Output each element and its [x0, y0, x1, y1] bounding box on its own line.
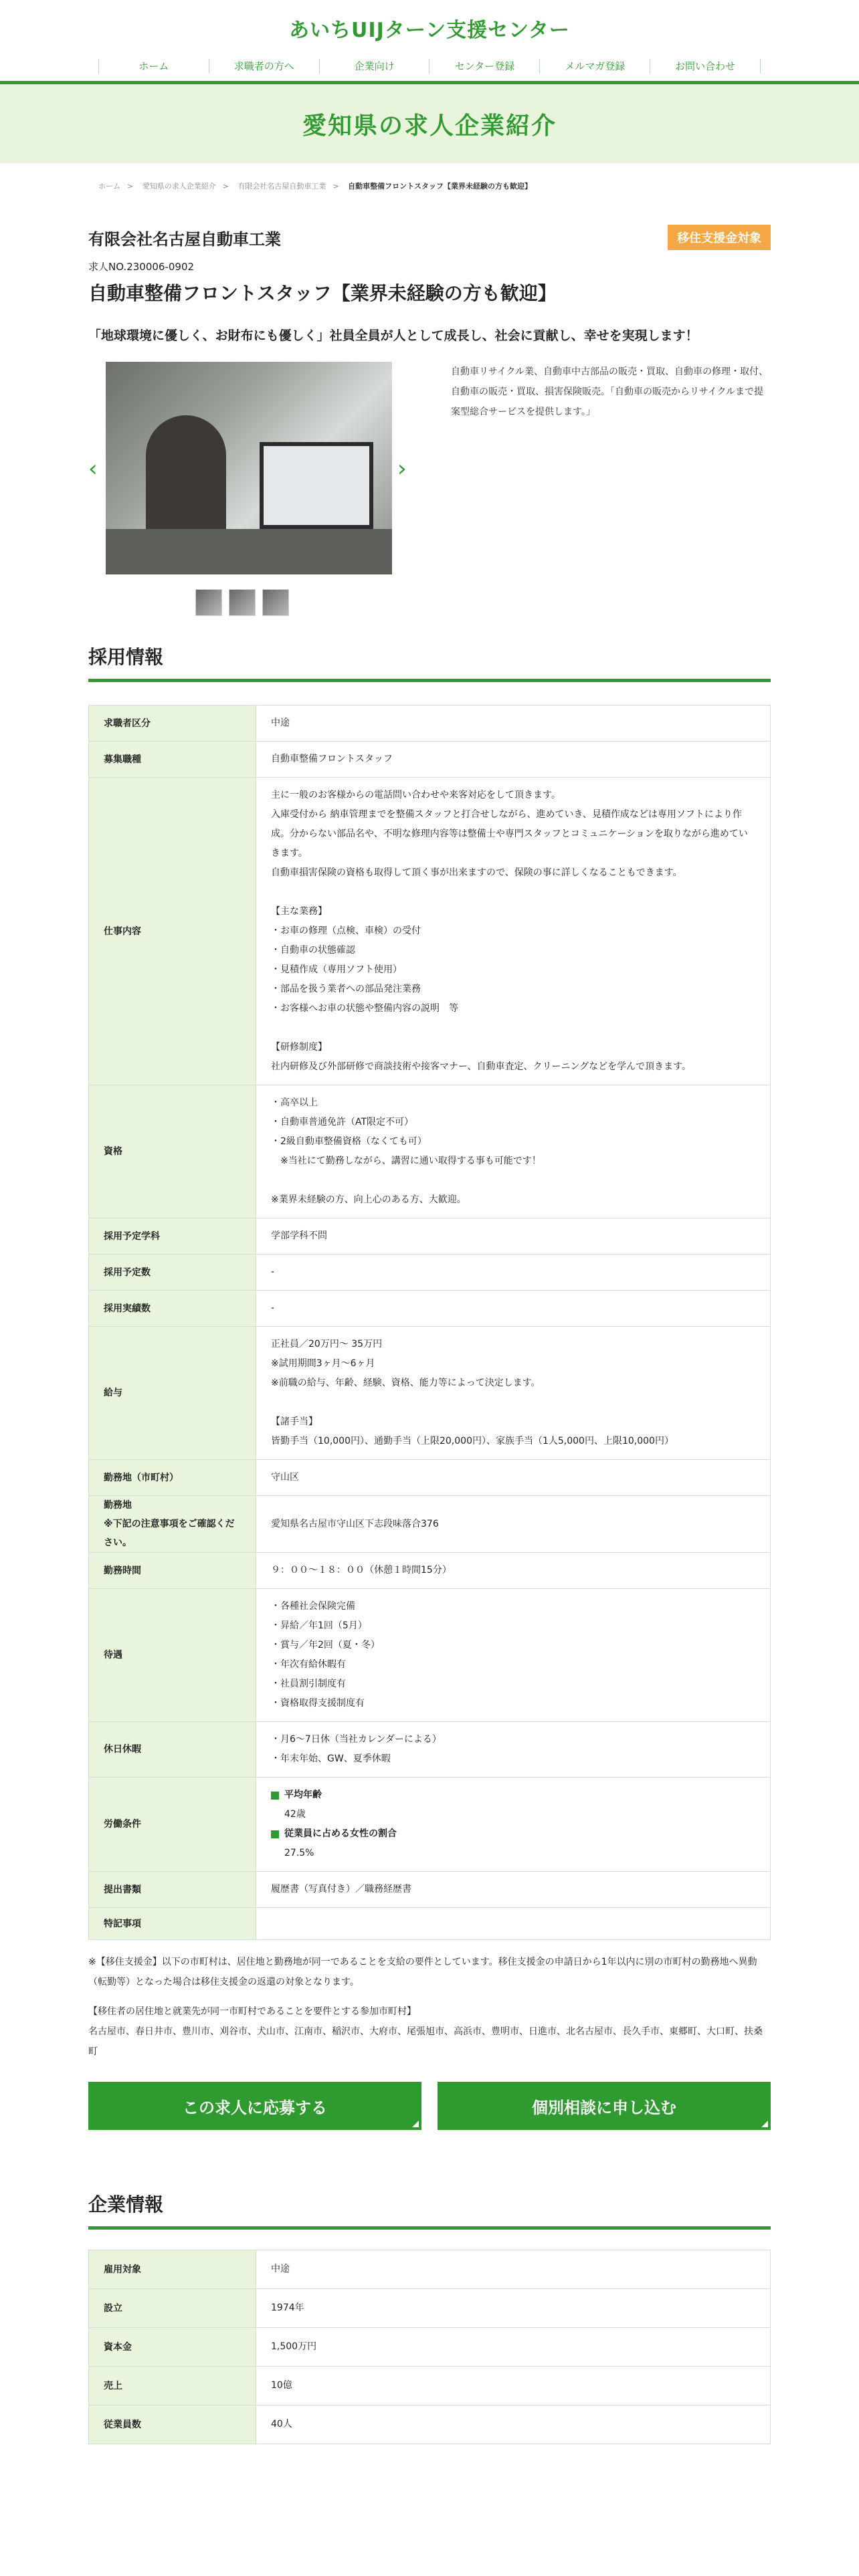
thumbnail-3[interactable]	[262, 589, 289, 616]
row-label: 設立	[89, 2289, 256, 2328]
row-label: 給与	[89, 1327, 256, 1460]
row-label: 求職者区分	[89, 706, 256, 742]
row-label: 仕事内容	[89, 778, 256, 1085]
row-value: ・高卒以上 ・自動車普通免許（AT限定不可） ・2級自動車整備資格（なくても可） ※当社にて勤務しながら、講習に通い取得する事も可能です！ ※業界未経験の方、向上心のある方、大歓迎。	[256, 1085, 771, 1218]
company-table	[88, 2250, 771, 2444]
consult-button[interactable]	[438, 2082, 771, 2130]
table-row	[89, 1085, 771, 1218]
row-label: 売上	[89, 2367, 256, 2405]
photo-desk	[106, 529, 392, 574]
site-header	[0, 0, 859, 84]
corner-triangle-icon	[761, 2121, 768, 2127]
table-row	[89, 1778, 771, 1872]
global-nav	[98, 59, 761, 74]
labor-item-label: 平均年齢	[284, 1790, 322, 1800]
row-label: 従業員数	[89, 2405, 256, 2444]
job-title: 自動車整備フロントスタッフ【業界未経験の方も歓迎】	[88, 282, 557, 304]
table-row	[89, 2289, 771, 2328]
apply-button-label: この求人に応募する	[183, 2098, 327, 2117]
labor-item-name	[271, 1824, 755, 1844]
company-row	[88, 225, 771, 250]
square-bullet-icon	[271, 1792, 279, 1800]
table-row	[89, 2405, 771, 2444]
cta-buttons	[88, 2082, 771, 2130]
breadcrumb-separator: >	[332, 182, 339, 191]
photo-slider	[88, 362, 423, 616]
company-description: 自動車リサイクル業、自動車中古部品の販売・買取、自動車の修理・取付、自動車の販売・買取、損害保険販売。「自動車の販売からリサイクルまで提案型総合サービスを提供します。」	[451, 366, 769, 417]
breadcrumb-separator: >	[222, 182, 229, 191]
nav-home[interactable]: ホーム	[98, 59, 209, 74]
relocation-note: ※【移住支援金】以下の市町村は、居住地と勤務地が同一であることを支給の要件としています。移住支援金の申請日から1年以内に別の市町村の勤務地へ異動（転勤等）となった場合は移住支援金の返還の対象となります。	[88, 1957, 757, 1988]
row-label: 雇用対象	[89, 2250, 256, 2289]
participating-cities-note: 【移住者の居住地と就業先が同一市町村であることを要件とする参加市町村】 名古屋市、春日井市、豊川市、刈谷市、犬山市、江南市、稲沢市、大府市、尾張旭市、高浜市、豊明市、日進市、北名古屋市、長久手市、東郷町、大口町、扶桑町	[88, 2006, 763, 2057]
table-row	[89, 1872, 771, 1908]
row-label: 採用予定学科	[89, 1218, 256, 1255]
row-value: 愛知県名古屋市守山区下志段味落合376	[256, 1496, 771, 1553]
row-value: 中途	[256, 2250, 771, 2289]
row-value: 正社員／20万円〜 35万円 ※試用期間3ヶ月〜6ヶ月 ※前職の給与、年齢、経験、資格、能力等によって決定します。 【諸手当】 皆勤手当（10,000円）、通勤手当（上限20,000円）、家族手当（1人5,000円、上限10,000円）	[256, 1327, 771, 1460]
job-number: 求人NO.230006-0902	[88, 261, 195, 273]
table-row	[89, 1722, 771, 1778]
nav-newsletter[interactable]: メルマガ登録	[539, 59, 650, 74]
job-photo	[106, 362, 392, 574]
breadcrumb-separator: >	[127, 182, 134, 191]
corner-triangle-icon	[412, 2121, 419, 2127]
chevron-right-icon[interactable]: ›	[397, 455, 407, 482]
nav-jobseekers[interactable]: 求職者の方へ	[209, 59, 319, 74]
company-name: 有限会社名古屋自動車工業	[88, 229, 281, 249]
row-value	[256, 1908, 771, 1940]
row-value: -	[256, 1255, 771, 1291]
company-section-title: 企業情報	[88, 2190, 771, 2230]
table-row	[89, 1553, 771, 1589]
table-row	[89, 742, 771, 778]
row-label: 提出書類	[89, 1872, 256, 1908]
row-value: 自動車整備フロントスタッフ	[256, 742, 771, 778]
row-value: 主に一般のお客様からの電話問い合わせや来客対応をして頂きます。 入庫受付から 納車管理までを整備スタッフと打合せしながら、進めていき、見積作成などは専用ソフトにより作成。分からない部品名や、不明な修理内容等は整備士や専門スタッフとコミュニケーションを取りながら進めていきます。 自動車損害保険の資格も取得して頂く事が出来ますので、保険の事に詳しくなることもできます。 【主な業務】 ・お車の修理（点検、車検）の受付 ・自動車の状態確認 ・見積作成（専用ソフト使用） ・部品を扱う業者への部品発注業務 ・お客様へお車の状態や整備内容の説明 等 【研修制度】 社内研修及び外部研修で商談技術や接客マナー、自動車査定、クリーニングなどを学んで頂きます。	[256, 778, 771, 1085]
row-value	[256, 1778, 771, 1872]
square-bullet-icon	[271, 1830, 279, 1838]
row-value: ・各種社会保険完備 ・昇給／年1回（5月） ・賞与／年2回（夏・冬） ・年次有給休暇有 ・社員割引制度有 ・資格取得支援制度有	[256, 1589, 771, 1722]
table-row	[89, 1589, 771, 1722]
table-row	[89, 1255, 771, 1291]
nav-companies[interactable]: 企業向け	[319, 59, 430, 74]
labor-item-value: 42歳	[284, 1809, 306, 1820]
breadcrumb-home[interactable]: ホーム	[98, 182, 120, 191]
site-logo[interactable]: あいちUIJターン支援センター	[289, 19, 570, 42]
table-row	[89, 2367, 771, 2405]
row-label: 採用予定数	[89, 1255, 256, 1291]
recruit-section-title: 採用情報	[88, 643, 771, 682]
breadcrumb	[0, 163, 859, 206]
row-label: 勤務地（市町村）	[89, 1460, 256, 1496]
row-value: ・月6〜7日休（当社カレンダーによる） ・年末年始、GW、夏季休暇	[256, 1722, 771, 1778]
thumbnail-1[interactable]	[195, 589, 222, 616]
row-label: 募集職種	[89, 742, 256, 778]
nav-register[interactable]: センター登録	[429, 59, 539, 74]
row-label: 労働条件	[89, 1778, 256, 1872]
row-value: 1,500万円	[256, 2328, 771, 2367]
breadcrumb-current: 自動車整備フロントスタッフ【業界未経験の方も歓迎】	[348, 182, 533, 191]
table-row	[89, 1496, 771, 1553]
row-label: 勤務地 ※下記の注意事項をご確認ください。	[89, 1496, 256, 1553]
labor-item-value: 27.5%	[284, 1848, 314, 1858]
row-label: 採用実績数	[89, 1291, 256, 1327]
row-label: 特記事項	[89, 1908, 256, 1940]
recruit-table	[88, 705, 771, 1940]
row-label: 勤務時間	[89, 1553, 256, 1589]
table-row	[89, 1908, 771, 1940]
table-row	[89, 2250, 771, 2289]
row-value: 学部学科不問	[256, 1218, 771, 1255]
table-row	[89, 2328, 771, 2367]
table-row	[89, 706, 771, 742]
consult-button-label: 個別相談に申し込む	[532, 2098, 676, 2117]
row-label: 資本金	[89, 2328, 256, 2367]
row-value: 10億	[256, 2367, 771, 2405]
row-value: ９：００～１８：００（休憩１時間15分）	[256, 1553, 771, 1589]
breadcrumb-listing[interactable]: 愛知県の求人企業紹介	[142, 182, 216, 191]
row-value: -	[256, 1291, 771, 1327]
chevron-left-icon[interactable]: ‹	[88, 455, 98, 482]
row-value: 守山区	[256, 1460, 771, 1496]
apply-button[interactable]	[88, 2082, 421, 2130]
labor-item-label: 従業員に占める女性の割合	[284, 1828, 397, 1839]
job-catchphrase: 「地球環境に優しく、お財布にも優しく」社員全員が人として成長し、社会に貢献し、幸せを実現します！	[88, 328, 698, 343]
main-content	[88, 225, 771, 2444]
row-label: 休日休暇	[89, 1722, 256, 1778]
media-section	[88, 362, 771, 616]
photo-monitor	[260, 442, 373, 529]
breadcrumb-company[interactable]: 有限会社名古屋自動車工業	[237, 182, 326, 191]
labor-item-name	[271, 1786, 755, 1805]
table-row	[89, 1218, 771, 1255]
nav-contact[interactable]: お問い合わせ	[650, 59, 761, 74]
thumbnail-strip	[62, 589, 423, 616]
row-value: 中途	[256, 706, 771, 742]
table-row	[89, 1327, 771, 1460]
row-label: 資格	[89, 1085, 256, 1218]
row-value: 履歴書（写真付き）／職務経歴書	[256, 1872, 771, 1908]
relocation-badge: 移住支援金対象	[668, 225, 771, 250]
table-row	[89, 1291, 771, 1327]
row-value: 1974年	[256, 2289, 771, 2328]
row-value: 40人	[256, 2405, 771, 2444]
thumbnail-2[interactable]	[229, 589, 256, 616]
page-hero-title: 愛知県の求人企業紹介	[0, 84, 859, 163]
table-row	[89, 778, 771, 1085]
table-row	[89, 1460, 771, 1496]
row-label: 待遇	[89, 1589, 256, 1722]
